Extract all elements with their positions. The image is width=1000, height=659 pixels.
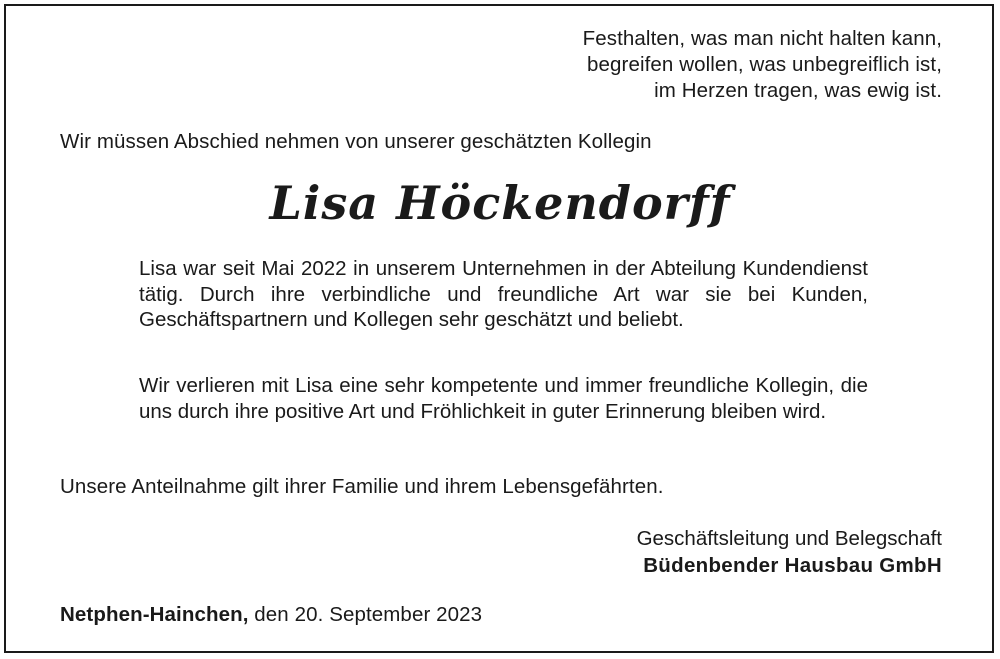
paragraph-tribute: Wir verlieren mit Lisa eine sehr kompetente und immer freundliche Kollegin, die uns durch ihre positive Art und Fröhlichkeit in guter Erinnerung bleiben wird.	[139, 374, 868, 423]
date-text: den 20. September 2023	[248, 603, 483, 626]
paragraph-employment: Lisa war seit Mai 2022 in unserem Unternehmen in der Abteilung Kundendienst tätig. Durch ihre verbindliche und freundliche Art war sie bei Kunden, Geschäftspartnern und Kollegen sehr geschätzt und beliebt.	[139, 257, 868, 331]
poem-line: begreifen wollen, was unbegreiflich ist,	[587, 53, 942, 76]
signature-line: Geschäftsleitung und Belegschaft	[636, 527, 942, 550]
signature-block	[637, 525, 942, 579]
company-name: Büdenbender Hausbau GmbH	[643, 554, 942, 577]
place-date	[60, 602, 482, 628]
place-city: Netphen-Hainchen,	[60, 603, 249, 626]
deceased-name: Lisa Höckendorff	[269, 176, 731, 230]
condolence-text: Unsere Anteilnahme gilt ihrer Familie und ihrem Lebensgefährten.	[60, 475, 664, 498]
poem-line: im Herzen tragen, was ewig ist.	[654, 79, 942, 102]
poem-line: Festhalten, was man nicht halten kann,	[582, 27, 942, 50]
intro-text: Wir müssen Abschied nehmen von unserer geschätzten Kollegin	[60, 130, 652, 153]
poem	[583, 26, 942, 104]
